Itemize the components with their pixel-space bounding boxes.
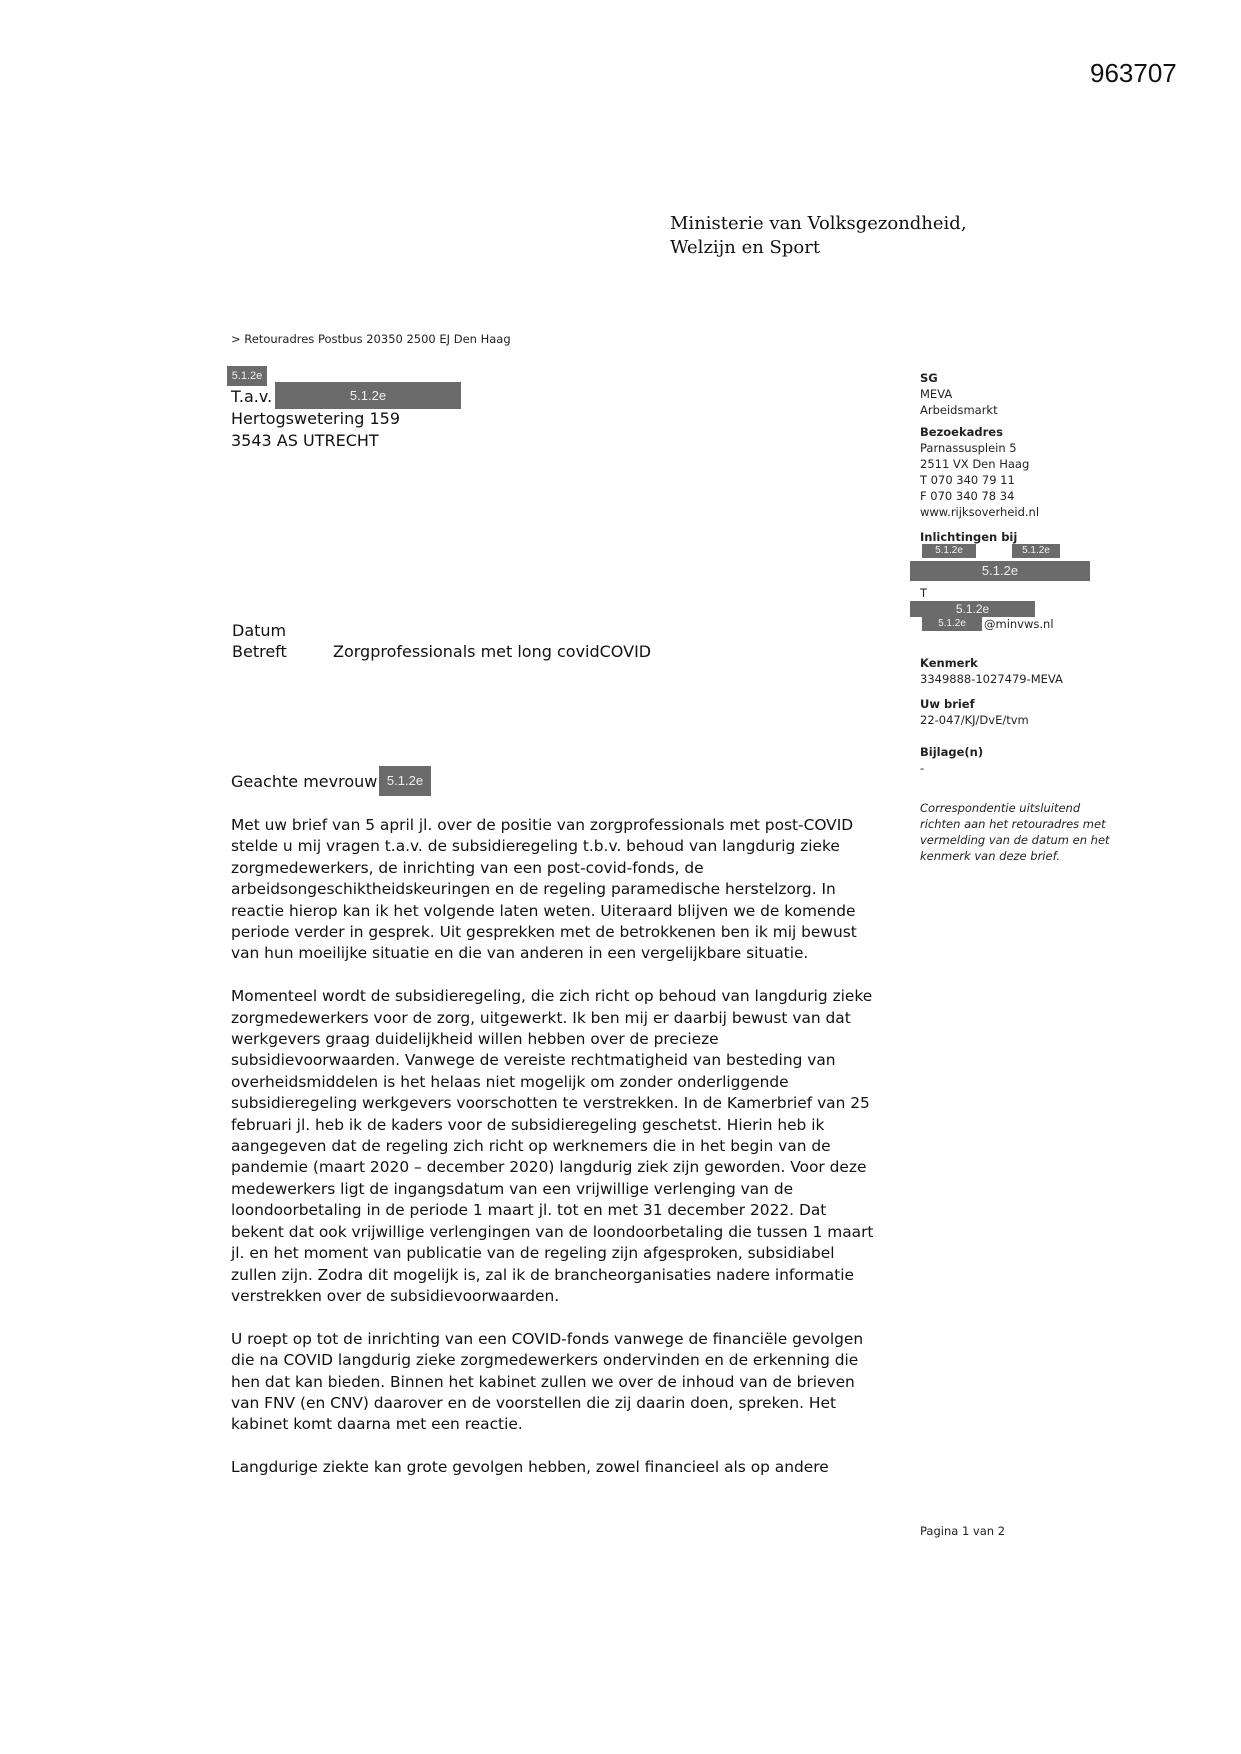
recipient-tav: T.a.v.: [231, 387, 273, 406]
betreft-value: Zorgprofessionals met long covidCOVID: [333, 642, 652, 661]
recipient-street: Hertogswetering 159: [231, 409, 400, 428]
sidebar-bijlage: [920, 744, 983, 776]
visit-phone: T 070 340 79 11: [920, 473, 1015, 487]
letter-body: [231, 815, 911, 1500]
salutation: Geachte mevrouw: [231, 772, 378, 791]
correspondence-note: Correspondentie uitsluitend richten aan het retouradres met vermelding van de datum en het kenmerk van deze brief.: [920, 801, 1110, 863]
info-label: Inlichtingen bij: [920, 530, 1018, 544]
ministry-line-2: Welzijn en Sport: [670, 237, 821, 258]
dept-arbeidsmarkt: Arbeidsmarkt: [920, 403, 998, 417]
dept-sg: SG: [920, 371, 938, 385]
dept-meva: MEVA: [920, 387, 953, 401]
bijlage-value: -: [920, 761, 925, 775]
kenmerk-label: Kenmerk: [920, 656, 978, 670]
return-address: > Retouradres Postbus 20350 2500 EJ Den Haag: [231, 332, 511, 346]
paragraph: Met uw brief van 5 april jl. over de positie van zorgprofessionals met post-COVID stelde u mij vragen t.a.v. de subsidieregeling t.b.v. behoud van langdurig zieke zorgmedewerkers, de inrichting van een post-covid-fonds, de arbeidsongeschiktheidskeuringen en de regeling paramedische herstelzorg. In reactie hierop kan ik het volgende laten weten. Uiteraard blijven we de komende periode verder in gesprek. Uit gesprekken met de betrokkenen ben ik mij bewust van hun moeilijke situatie en die van anderen in een vergelijkbare situatie.: [231, 816, 857, 963]
bijlage-label: Bijlage(n): [920, 745, 984, 759]
visit-street: Parnassusplein 5: [920, 441, 1017, 455]
redaction-box: 5.1.2e: [275, 382, 461, 409]
uwbrief-label: Uw brief: [920, 697, 975, 711]
sidebar-department: [920, 370, 998, 418]
sidebar-uw-brief: [920, 696, 1029, 728]
sidebar-visit-address: [920, 424, 1039, 520]
document-number: 963707: [1090, 58, 1177, 88]
redaction-box: 5.1.2e: [922, 544, 976, 558]
redaction-box: 5.1.2e: [922, 617, 982, 631]
paragraph: U roept op tot de inrichting van een COVID-fonds vanwege de financiële gevolgen die na COVID langdurig zieke zorgmedewerkers ondervinden en de erkenning die hen dat kan bieden. Binnen het kabinet zullen we over de inhoud van de brieven van FNV (en CNV) daarover en de voorstellen die zij daarin doen, spreken. Het kabinet komt daarna met een reactie.: [231, 1329, 864, 1434]
recipient-city: 3543 AS UTRECHT: [231, 431, 379, 450]
kenmerk-value: 3349888-1027479-MEVA: [920, 672, 1063, 686]
info-phone-prefix: T: [920, 586, 928, 600]
redaction-box: 5.1.2e: [910, 601, 1035, 617]
ministry-logo-text: [670, 212, 967, 260]
paragraph: Langdurige ziekte kan grote gevolgen hebben, zowel financieel als op andere: [231, 1458, 829, 1477]
datum-label: Datum: [232, 621, 287, 640]
visit-fax: F 070 340 78 34: [920, 489, 1015, 503]
visit-label: Bezoekadres: [920, 425, 1003, 439]
redaction-box: 5.1.2e: [1012, 544, 1060, 558]
info-email-suffix: @minvws.nl: [984, 617, 1054, 631]
ministry-line-1: Ministerie van Volksgezondheid,: [670, 213, 967, 234]
paragraph: Momenteel wordt de subsidieregeling, die zich richt op behoud van langdurig zieke zorgmedewerkers voor de zorg, uitgewerkt. Ik ben mij er daarbij bewust van dat werkgevers graag duidelijkheid willen hebben over de precieze subsidievoorwaarden. Vanwege de vereiste rechtmatigheid van besteding van overheidsmiddelen is het helaas niet mogelijk om zonder onderliggende subsidieregeling werkgevers voorschotten te verstrekken. In de Kamerbrief van 25 februari jl. heb ik de kaders voor de subsidieregeling geschetst. Hierin heb ik aangegeven dat de regeling zich richt op werknemers die in het begin van de pandemie (maart 2020 – december 2020) langdurig ziek zijn geworden. Voor deze medewerkers ligt de ingangsdatum van een vrijwillige verlenging van de loondoorbetaling in de periode 1 maart jl. tot en met 31 december 2022. Dat bekent dat ook vrijwillige verlengingen van de loondoorbetaling die tussen 1 maart jl. en het moment van publicatie van de regeling zijn afgesproken, subsidiabel zullen zijn. Zodra dit mogelijk is, zal ik de brancheorganisaties nadere informatie verstrekken over de subsidievoorwaarden.: [231, 987, 874, 1305]
redaction-box: 5.1.2e: [379, 766, 431, 796]
uwbrief-value: 22-047/KJ/DvE/tvm: [920, 713, 1029, 727]
redaction-box: 5.1.2e: [227, 366, 267, 386]
visit-website: www.rijksoverheid.nl: [920, 505, 1040, 519]
sidebar-kenmerk: [920, 655, 1063, 687]
redaction-box: 5.1.2e: [910, 561, 1090, 581]
betreft-label: Betreft: [232, 642, 287, 661]
page-number: Pagina 1 van 2: [920, 1524, 1006, 1538]
visit-city: 2511 VX Den Haag: [920, 457, 1030, 471]
